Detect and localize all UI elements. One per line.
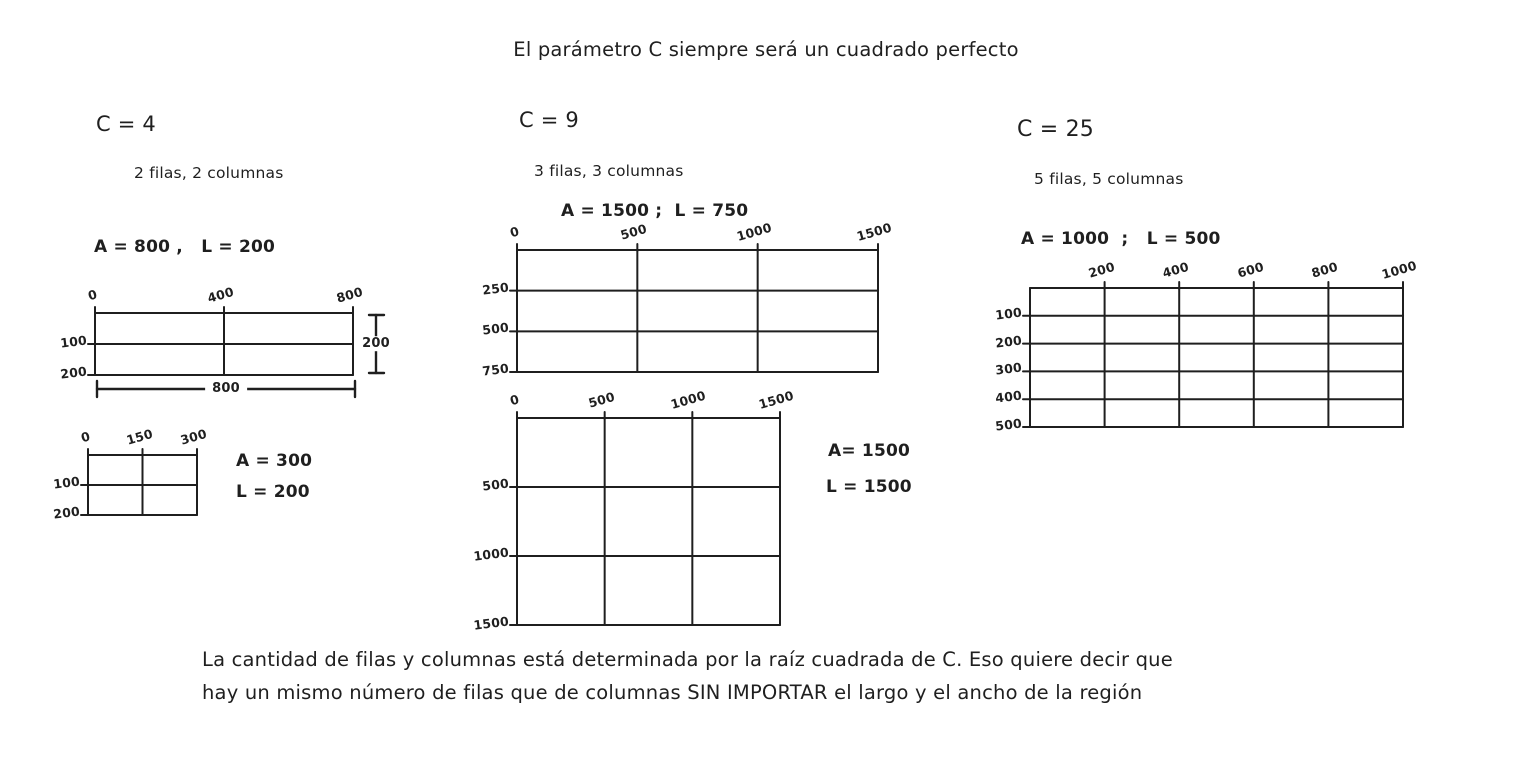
height-measurement xyxy=(358,311,394,377)
grid-c9-square xyxy=(472,387,796,633)
page-title: El parámetro C siempre será un cuadrado perfecto xyxy=(513,38,1019,61)
y-tick-label: 200 xyxy=(994,332,1023,351)
y-tick-label: 1500 xyxy=(472,613,510,633)
x-tick-label: 0 xyxy=(508,223,521,241)
x-tick-label: 400 xyxy=(1160,258,1191,281)
section-c4-params: A = 800 , L = 200 xyxy=(94,237,276,257)
section-c25-params: A = 1000 ; L = 500 xyxy=(1021,229,1221,249)
y-tick-label: 100 xyxy=(52,473,81,492)
footer-note-line1: La cantidad de filas y columnas está determinada por la raíz cuadrada de C. Eso quiere decir que xyxy=(202,648,1173,671)
section-c9-heading: C = 9 xyxy=(519,108,579,132)
x-tick-label: 1000 xyxy=(669,387,708,412)
x-tick-label: 150 xyxy=(124,425,154,448)
section-c4-subheading: 2 filas, 2 columnas xyxy=(134,164,284,182)
x-tick-label: 400 xyxy=(205,283,236,306)
grid-c4-small-area-label: A = 300 xyxy=(236,451,313,471)
x-tick-label: 500 xyxy=(586,388,617,411)
x-tick-label: 800 xyxy=(334,283,365,306)
grid-c9-square-length-label: L = 1500 xyxy=(826,477,912,497)
y-tick-label: 200 xyxy=(59,363,88,382)
x-tick-label: 1000 xyxy=(734,219,773,244)
width-measure-label: 800 xyxy=(205,381,247,396)
x-tick-label: 800 xyxy=(1310,258,1340,281)
section-c9-params: A = 1500 ; L = 750 xyxy=(561,201,749,221)
y-tick-label: 300 xyxy=(994,359,1023,379)
grid-c4-small xyxy=(52,425,209,522)
x-tick-label: 0 xyxy=(79,428,92,446)
section-c4-heading: C = 4 xyxy=(96,112,156,136)
grid-c9-square-area-label: A= 1500 xyxy=(828,441,911,461)
footer-note-line2: hay un mismo número de filas que de columnas SIN IMPORTAR el largo y el ancho de la región xyxy=(202,681,1143,704)
y-tick-label: 500 xyxy=(994,415,1023,434)
y-tick-label: 400 xyxy=(994,387,1023,406)
x-tick-label: 500 xyxy=(619,220,649,243)
y-tick-label: 100 xyxy=(994,304,1023,323)
y-tick-label: 500 xyxy=(481,475,510,494)
grid-c4-small-length-label: L = 200 xyxy=(236,482,310,502)
width-measurement xyxy=(93,378,359,400)
x-tick-label: 600 xyxy=(1235,258,1266,281)
x-tick-label: 1500 xyxy=(854,219,894,244)
x-tick-label: 300 xyxy=(178,425,209,448)
section-c25-heading: C = 25 xyxy=(1017,117,1094,142)
footer-note xyxy=(202,643,1173,709)
grid-c25 xyxy=(994,257,1419,434)
y-tick-label: 500 xyxy=(481,319,510,338)
grid-c9-wide xyxy=(481,219,894,379)
x-tick-label: 1000 xyxy=(1379,257,1419,282)
y-tick-label: 250 xyxy=(481,279,510,298)
section-c9-subheading: 3 filas, 3 columnas xyxy=(534,162,684,180)
y-tick-label: 100 xyxy=(59,332,88,351)
x-tick-label: 1500 xyxy=(756,387,796,412)
x-tick-label: 200 xyxy=(1086,258,1117,281)
section-c25-subheading: 5 filas, 5 columnas xyxy=(1034,170,1184,188)
y-tick-label: 750 xyxy=(481,360,510,379)
height-measure-label: 200 xyxy=(355,336,397,351)
y-tick-label: 200 xyxy=(52,503,81,522)
grid-c4-main xyxy=(59,283,365,382)
x-tick-label: 0 xyxy=(508,391,521,409)
x-tick-label: 0 xyxy=(86,286,99,304)
y-tick-label: 1000 xyxy=(472,544,510,564)
